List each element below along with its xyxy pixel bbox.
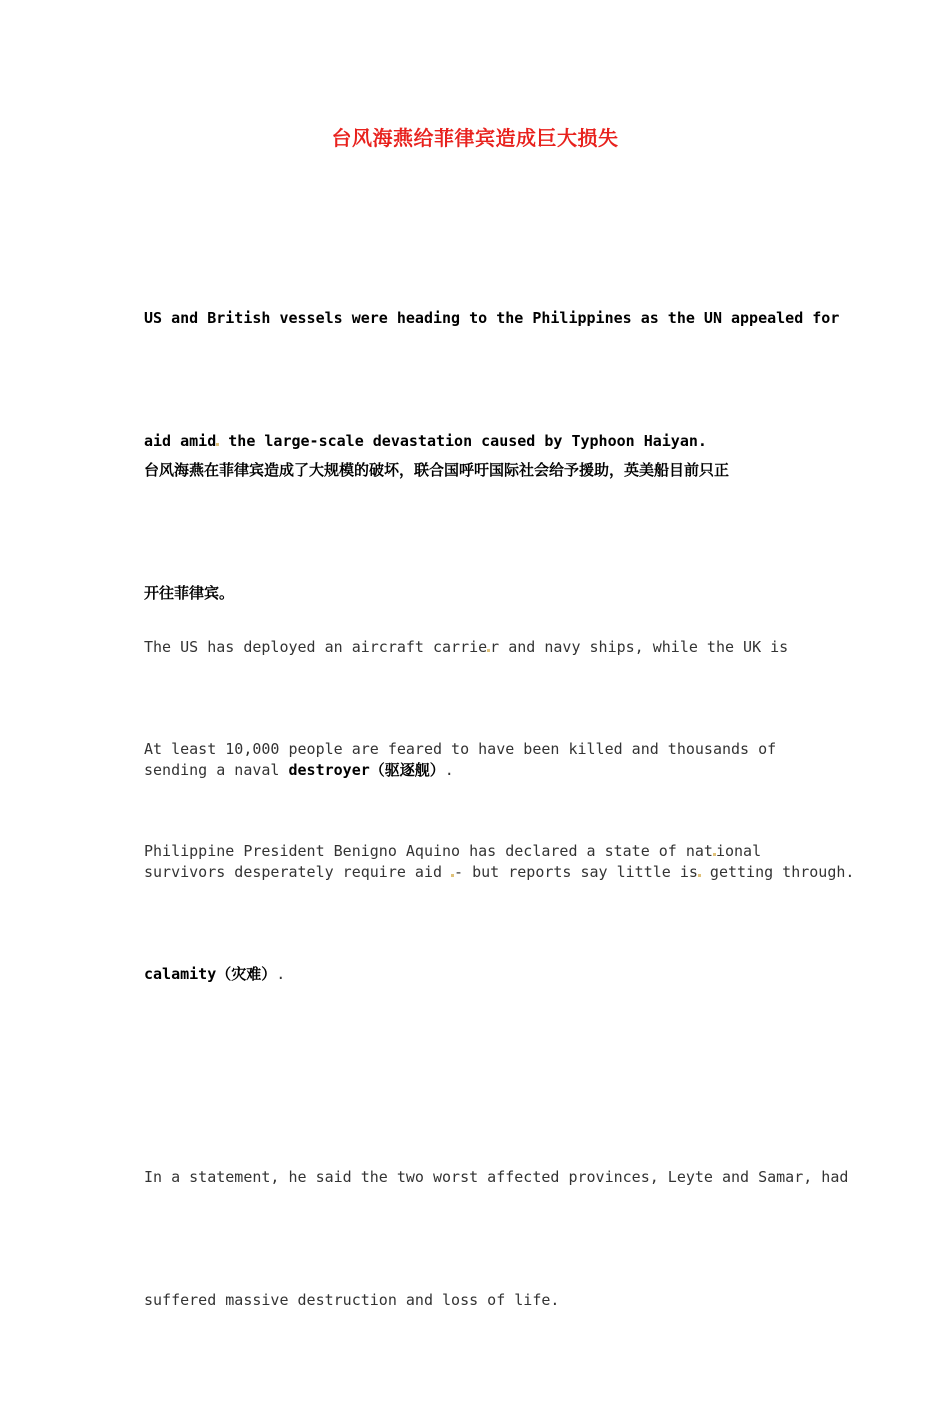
paragraph-5: [144, 749, 824, 1077]
paragraph-5-line-1-end: ional: [715, 842, 762, 860]
paragraph-4-line-2-end: getting through.: [700, 863, 855, 881]
paragraph-6: [144, 1075, 849, 1403]
paragraph-3-line-1-end: r and navy ships, while the UK is: [490, 638, 789, 656]
document-title: 台风海燕给菲律宾造成巨大损失: [331, 126, 619, 150]
paragraph-5-line-2-end: .: [276, 965, 286, 983]
paragraph-1-line-1: US and British vessels were heading to the Philippines as the UN appealed for: [144, 309, 840, 327]
gloss-destroyer: （驱逐舰）: [369, 761, 445, 779]
paragraph-3-line-2-end: .: [444, 761, 454, 779]
paragraph-6-line-1: In a statement, he said the two worst affected provinces, Leyte and Samar, had: [144, 1168, 849, 1186]
gloss-calamity: （灾难）: [216, 965, 277, 983]
term-destroyer: destroyer: [288, 761, 370, 779]
paragraph-5-line-1: [144, 831, 824, 872]
paragraph-5-line-1-start: Philippine President Benigno Aquino has declared a state of nat: [144, 842, 713, 860]
paragraph-5-line-2: [144, 954, 824, 995]
paragraph-4-line-2-middle: - but reports say little is: [454, 863, 698, 881]
paragraph-6-line-2: suffered massive destruction and loss of life.: [144, 1291, 560, 1309]
paragraph-3-line-2-start: sending a naval: [144, 761, 289, 779]
paragraph-2-line-1: 台风海燕在菲律宾造成了大规模的破坏，联合国呼吁国际社会给予援助，英美船目前只正: [144, 461, 730, 479]
paragraph-4-line-1: At least 10,000 people are feared to have been killed and thousands of: [144, 740, 777, 758]
paragraph-1-line-2-end: the large-scale devastation caused by Typhoon Haiyan.: [219, 432, 707, 450]
paragraph-2-line-2: 开往菲律宾。: [144, 584, 235, 602]
paragraph-1-line-2-start: aid amid: [144, 432, 217, 450]
paragraph-4-line-2-start: survivors desperately require aid: [144, 863, 452, 881]
term-calamity: calamity: [144, 965, 217, 983]
paragraph-3-line-1-start: The US has deployed an aircraft carrie: [144, 638, 488, 656]
